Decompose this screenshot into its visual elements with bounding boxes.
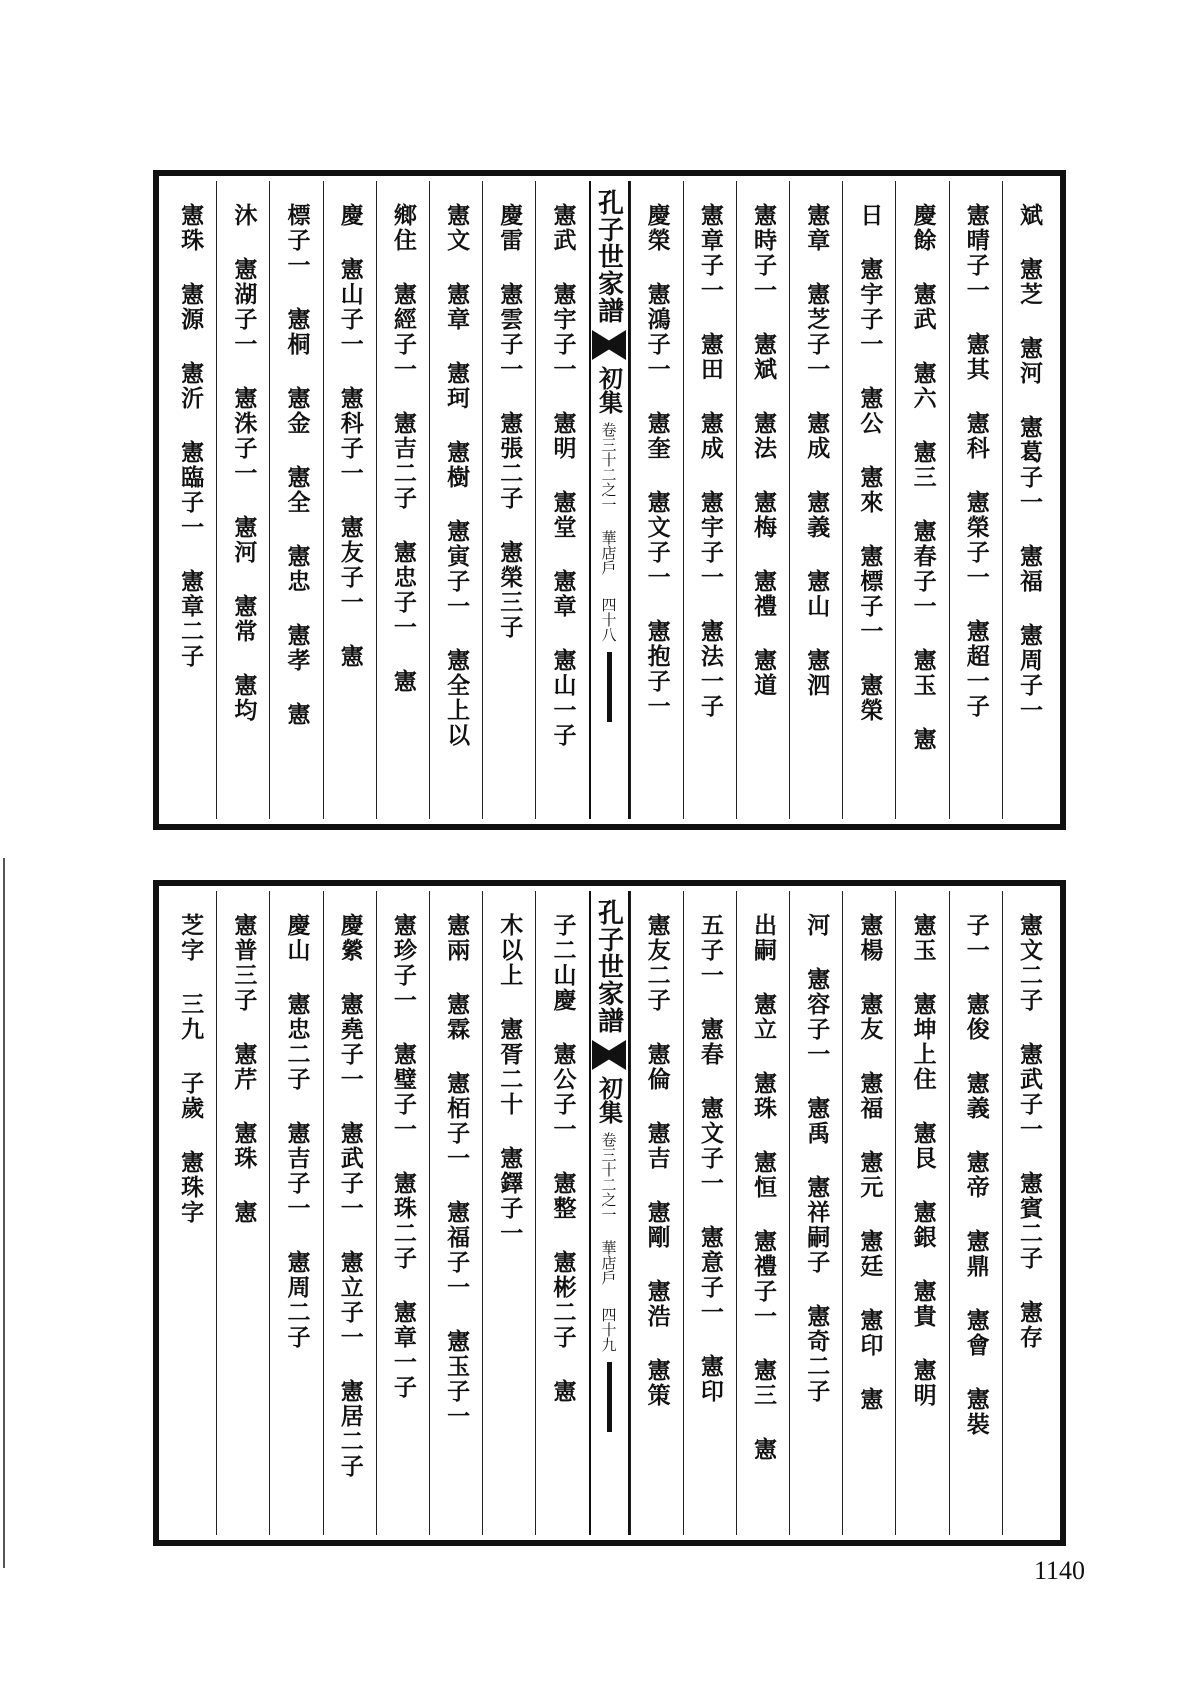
volume-label: 卷三十二之一 bbox=[599, 422, 618, 512]
household-label: 華店戶 bbox=[599, 530, 618, 575]
top-column-left-7: 沐 憲湖子一 憲洙子一 憲河 憲常 憲均 bbox=[216, 181, 269, 819]
bottom-column-left-5: 慶縈 憲堯子一 憲武子一 憲立子一 憲居二子 bbox=[323, 891, 376, 1535]
top-column-right-8: 慶榮 憲鴻子一 憲奎 憲文子一 憲抱子一 bbox=[630, 181, 683, 819]
bottom-column-left-2: 木以上 憲胥二十 憲鐸子一 bbox=[482, 891, 535, 1535]
bottom-column-left-1: 子二山慶 憲公子一 憲整 憲彬二子 憲 bbox=[535, 891, 588, 1535]
genealogy-page-top bbox=[153, 170, 1066, 830]
bottom-column-left-3: 憲兩 憲霖 憲栢子一 憲福子一 憲玉子一 bbox=[429, 891, 482, 1535]
fish-tail-mark-icon bbox=[592, 330, 626, 360]
bottom-column-left-6: 慶山 憲忠二子 憲吉子一 憲周二子 bbox=[269, 891, 322, 1535]
scan-margin-line bbox=[3, 858, 5, 1568]
top-column-left-6: 標子一 憲桐 憲金 憲全 憲忠 憲孝 憲 bbox=[269, 181, 322, 819]
bottom-column-right-2: 子一 憲俊 憲義 憲帝 憲鼎 憲會 憲裝 bbox=[949, 891, 1002, 1535]
collection-name: 初集 bbox=[594, 366, 624, 414]
top-column-left-2: 慶雷 憲雲子一 憲張二子 憲榮三子 bbox=[482, 181, 535, 819]
page-number: 1140 bbox=[1034, 1556, 1086, 1585]
volume-label: 卷三十二之一 bbox=[599, 1132, 618, 1222]
columns-bottom bbox=[164, 891, 1055, 1535]
top-column-right-5: 憲章 憲芝子一 憲成 憲義 憲山 憲泗 bbox=[789, 181, 842, 819]
bottom-column-left-8: 芝字 三九 子歲 憲珠字 bbox=[177, 913, 205, 1225]
bottom-column-right-6: 出嗣 憲立 憲珠 憲恒 憲禮子一 憲三 憲 bbox=[736, 891, 789, 1535]
top-column-right-3: 慶餘 憲武 憲六 憲三 憲春子一 憲玉 憲 bbox=[895, 181, 948, 819]
bottom-column-right-4: 憲楊 憲友 憲福 憲元 憲廷 憲印 憲 bbox=[842, 891, 895, 1535]
bottom-column-right-8: 憲友二子 憲倫 憲吉 憲剛 憲浩 憲策 bbox=[630, 891, 683, 1535]
leaf-number: 四十九 bbox=[599, 1307, 618, 1352]
bottom-column-right-1: 憲文二子 憲武子一 憲賓二子 憲存 bbox=[1002, 891, 1055, 1535]
top-column-right-2: 憲晴子一 憲其 憲科 憲榮子一 憲超一子 bbox=[949, 181, 1002, 819]
top-column-right-6: 憲時子一 憲斌 憲法 憲梅 憲禮 憲道 bbox=[736, 181, 789, 819]
top-column-right-4: 日 憲宇子一 憲公 憲來 憲標子一 憲榮 bbox=[842, 181, 895, 819]
genealogy-page-bottom bbox=[153, 880, 1066, 1546]
book-title: 孔子世家譜 bbox=[593, 899, 624, 1034]
top-column-left-5: 慶 憲山子一 憲科子一 憲友子一 憲 bbox=[323, 181, 376, 819]
bottom-column-right-3: 憲玉 憲坤上住 憲艮 憲銀 憲貴 憲明 bbox=[895, 891, 948, 1535]
book-title: 孔子世家譜 bbox=[593, 189, 624, 324]
margin-rule bbox=[607, 652, 612, 722]
bottom-column-left-4: 憲珍子一 憲璧子一 憲珠二子 憲章一子 bbox=[376, 891, 429, 1535]
fish-tail-mark-icon bbox=[592, 1040, 626, 1070]
top-column-right-7: 憲章子一 憲田 憲成 憲宇子一 憲法一子 bbox=[683, 181, 736, 819]
top-column-right-1: 斌 憲芝 憲河 憲葛子一 憲福 憲周子一 bbox=[1002, 181, 1055, 819]
margin-rule bbox=[607, 1362, 612, 1432]
top-center-header bbox=[589, 181, 630, 819]
bottom-column-left-7: 憲普三子 憲芹 憲珠 憲 bbox=[216, 891, 269, 1535]
top-column-left-4: 鄉住 憲經子一 憲吉二子 憲忠子一 憲 bbox=[376, 181, 429, 819]
top-column-left-1: 憲武 憲宇子一 憲明 憲堂 憲章 憲山一子 bbox=[535, 181, 588, 819]
leaf-number: 四十八 bbox=[599, 597, 618, 642]
top-column-left-3: 憲文 憲章 憲珂 憲樹 憲寅子一 憲全上以 bbox=[429, 181, 482, 819]
bottom-column-right-7: 五子一 憲春 憲文子一 憲意子一 憲印 bbox=[683, 891, 736, 1535]
top-column-left-8: 憲珠 憲源 憲沂 憲臨子一 憲章二子 bbox=[177, 203, 205, 669]
columns-top bbox=[164, 181, 1055, 819]
bottom-center-header bbox=[589, 891, 630, 1535]
collection-name: 初集 bbox=[594, 1076, 624, 1124]
bottom-column-right-5: 河 憲容子一 憲禹 憲祥嗣子 憲奇二子 bbox=[789, 891, 842, 1535]
household-label: 華店戶 bbox=[599, 1240, 618, 1285]
